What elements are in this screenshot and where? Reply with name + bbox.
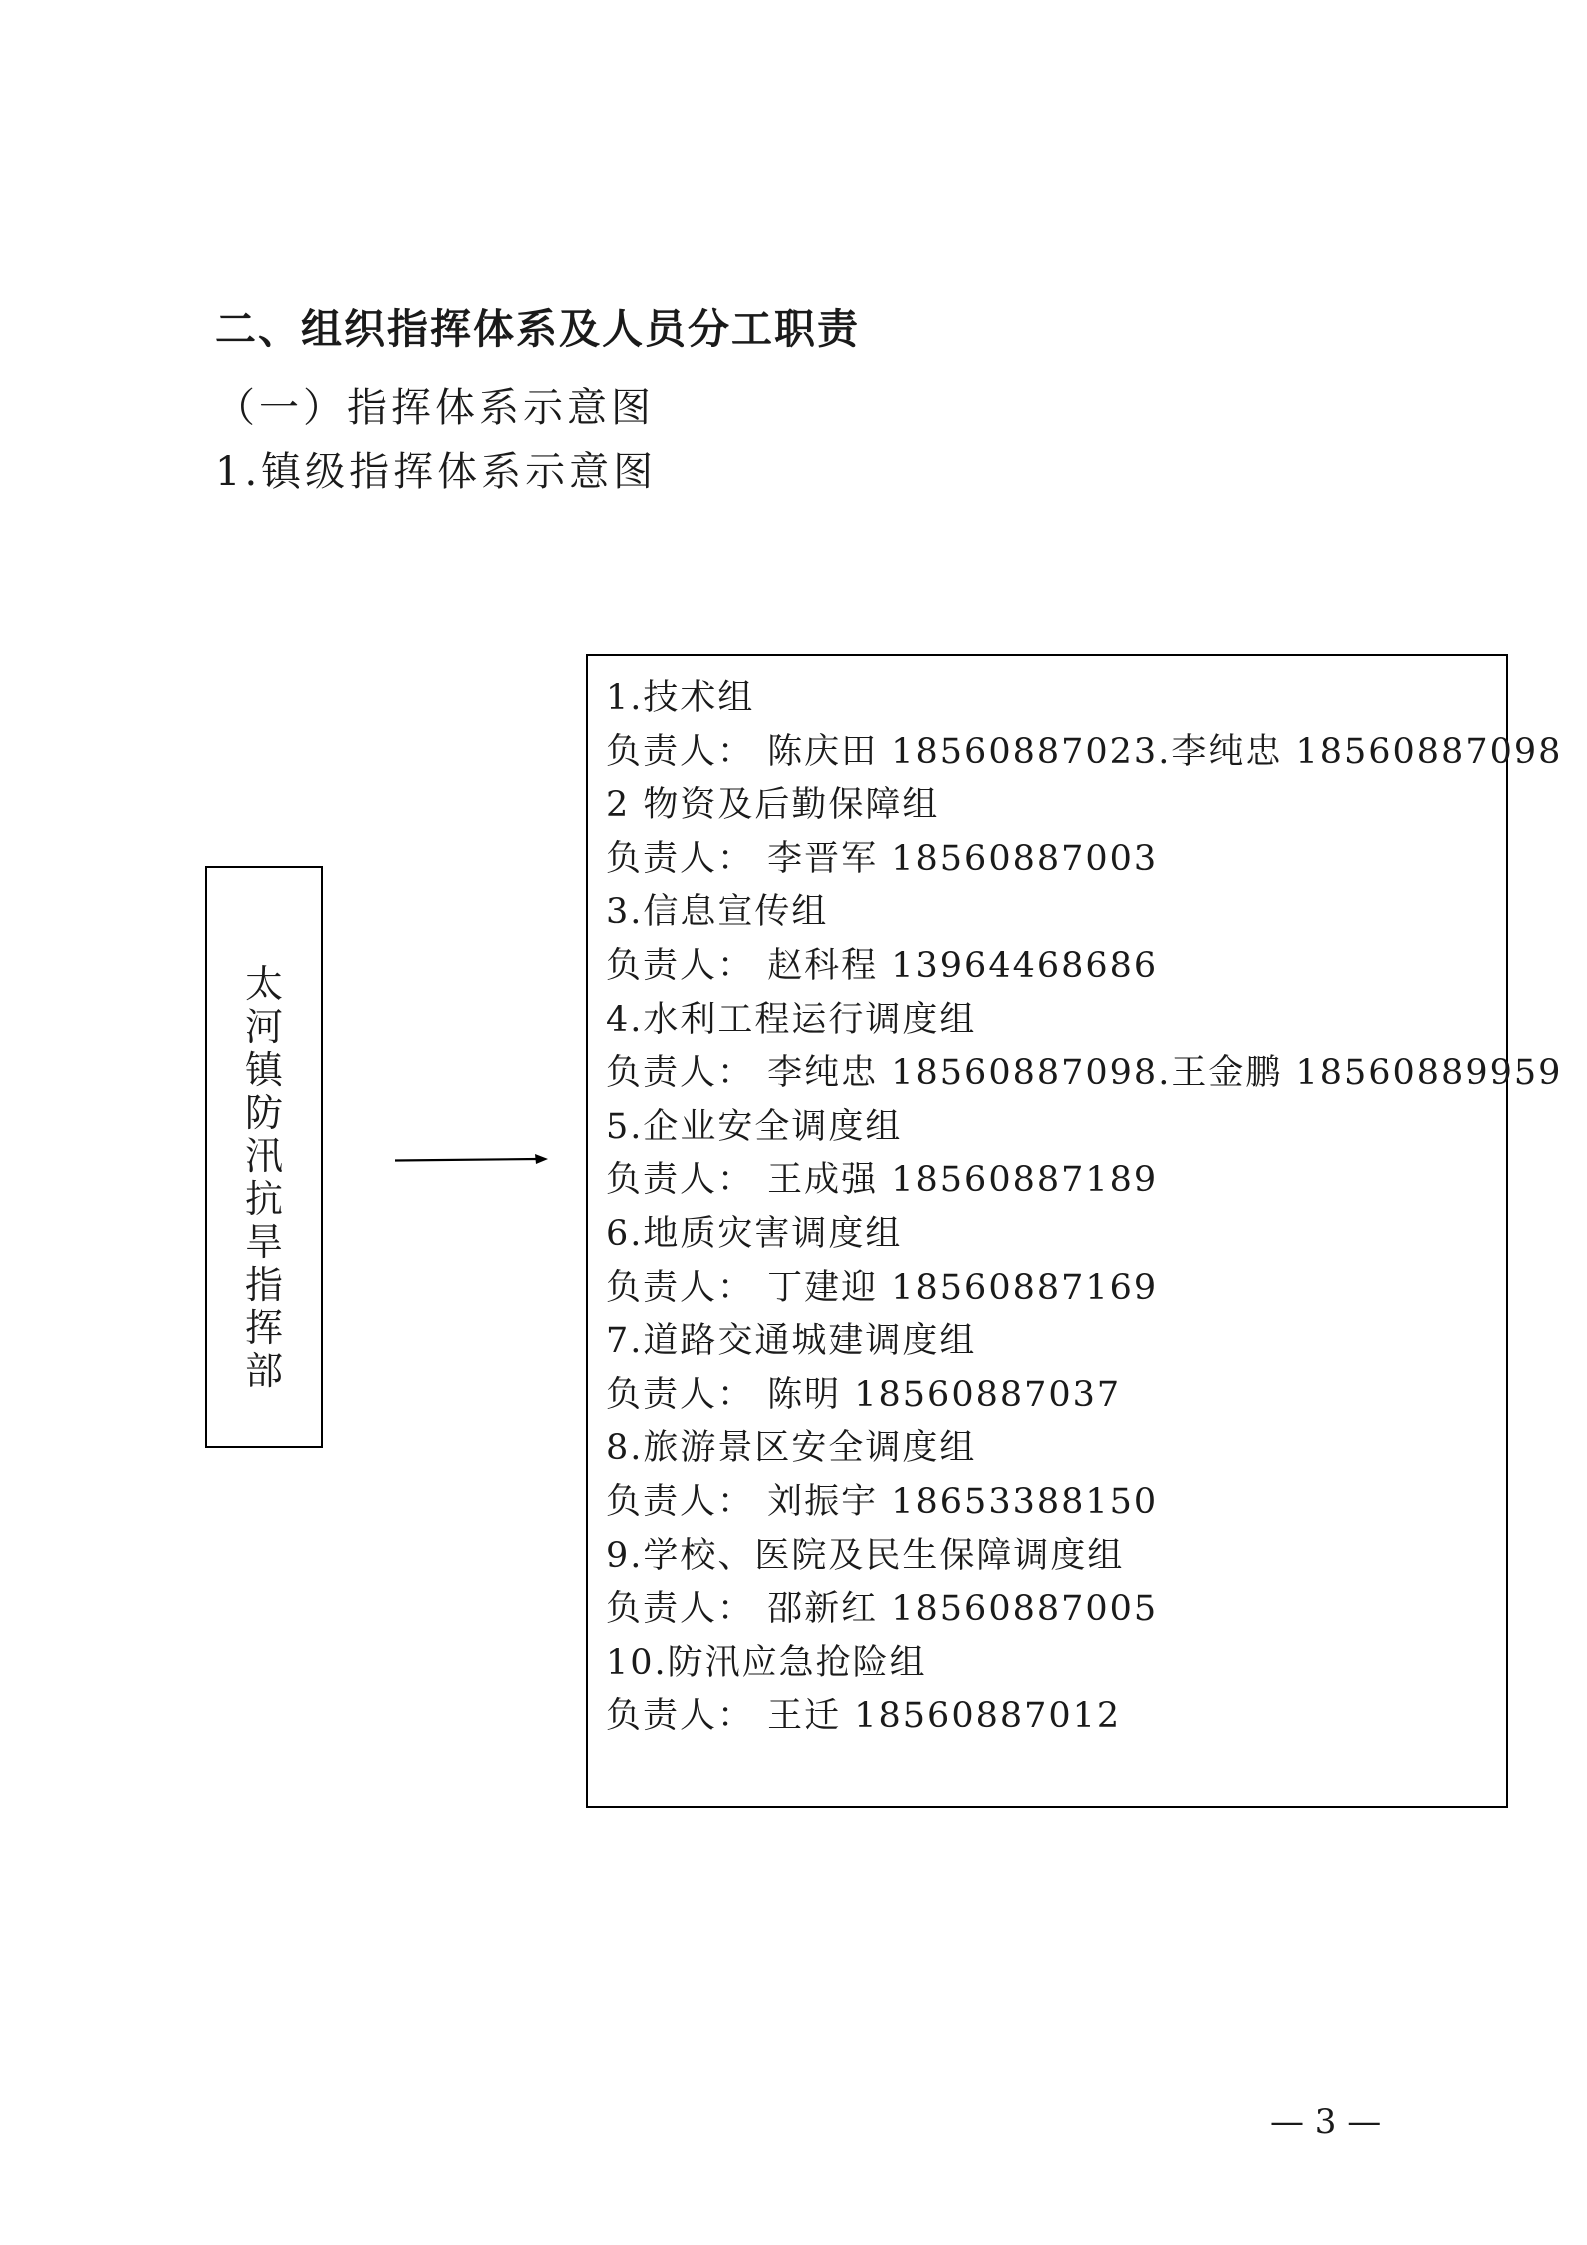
group-leader: 负责人： 刘振宇 18653388150 <box>606 1481 1159 1522</box>
group-name: 9.学校、医院及民生保障调度组 <box>606 1535 1125 1576</box>
group-name: 4.水利工程运行调度组 <box>606 999 977 1040</box>
group-name: 5.企业安全调度组 <box>606 1106 903 1147</box>
headquarters-char: 旱 <box>244 1220 283 1264</box>
headquarters-char: 镇 <box>244 1048 283 1092</box>
group-name: 10.防汛应急抢险组 <box>606 1642 927 1683</box>
headquarters-char: 防 <box>244 1091 283 1135</box>
group-leader: 负责人： 赵科程 13964468686 <box>606 945 1159 986</box>
groups-list <box>606 672 1562 1744</box>
arrow-icon <box>395 1150 555 1170</box>
group-leader: 负责人： 王迁 18560887012 <box>606 1696 1122 1737</box>
diagram-title: 1.镇级指挥体系示意图 <box>215 449 658 495</box>
headquarters-char: 汛 <box>244 1134 283 1178</box>
group-leader: 负责人： 陈庆田 18560887023.李纯忠 18560887098 <box>606 731 1563 772</box>
group-leader: 负责人： 陈明 18560887037 <box>606 1374 1122 1415</box>
headquarters-box <box>205 866 323 1448</box>
group-name: 7.道路交通城建调度组 <box>606 1321 977 1362</box>
headquarters-char: 挥 <box>244 1306 283 1350</box>
group-name: 3.信息宣传组 <box>606 892 829 933</box>
headquarters-char: 河 <box>244 1005 283 1049</box>
section-heading: 二、组织指挥体系及人员分工职责 <box>215 305 860 353</box>
groups-box <box>586 654 1563 1808</box>
group-name: 1.技术组 <box>606 678 755 718</box>
group-name: 8.旅游景区安全调度组 <box>606 1428 977 1469</box>
headquarters-char: 太 <box>244 962 283 1006</box>
headquarters-char: 部 <box>244 1349 283 1393</box>
group-leader: 负责人： 丁建迎 18560887169 <box>606 1267 1159 1308</box>
group-leader: 负责人： 李纯忠 18560887098.王金鹏 18560889959 <box>606 1053 1563 1094</box>
headquarters-char: 抗 <box>244 1177 283 1221</box>
group-leader: 负责人： 李晋军 18560887003 <box>606 838 1159 879</box>
headquarters-char: 指 <box>244 1263 283 1307</box>
group-name: 6.地质灾害调度组 <box>606 1213 903 1254</box>
page-number: — 3 — <box>1270 2102 1382 2142</box>
group-name: 2 物资及后勤保障组 <box>606 785 940 826</box>
group-leader: 负责人： 邵新红 18560887005 <box>606 1589 1159 1630</box>
headquarters-label <box>207 963 321 1393</box>
group-leader: 负责人： 王成强 18560887189 <box>606 1160 1159 1201</box>
subsection-heading: （一）指挥体系示意图 <box>215 385 655 431</box>
